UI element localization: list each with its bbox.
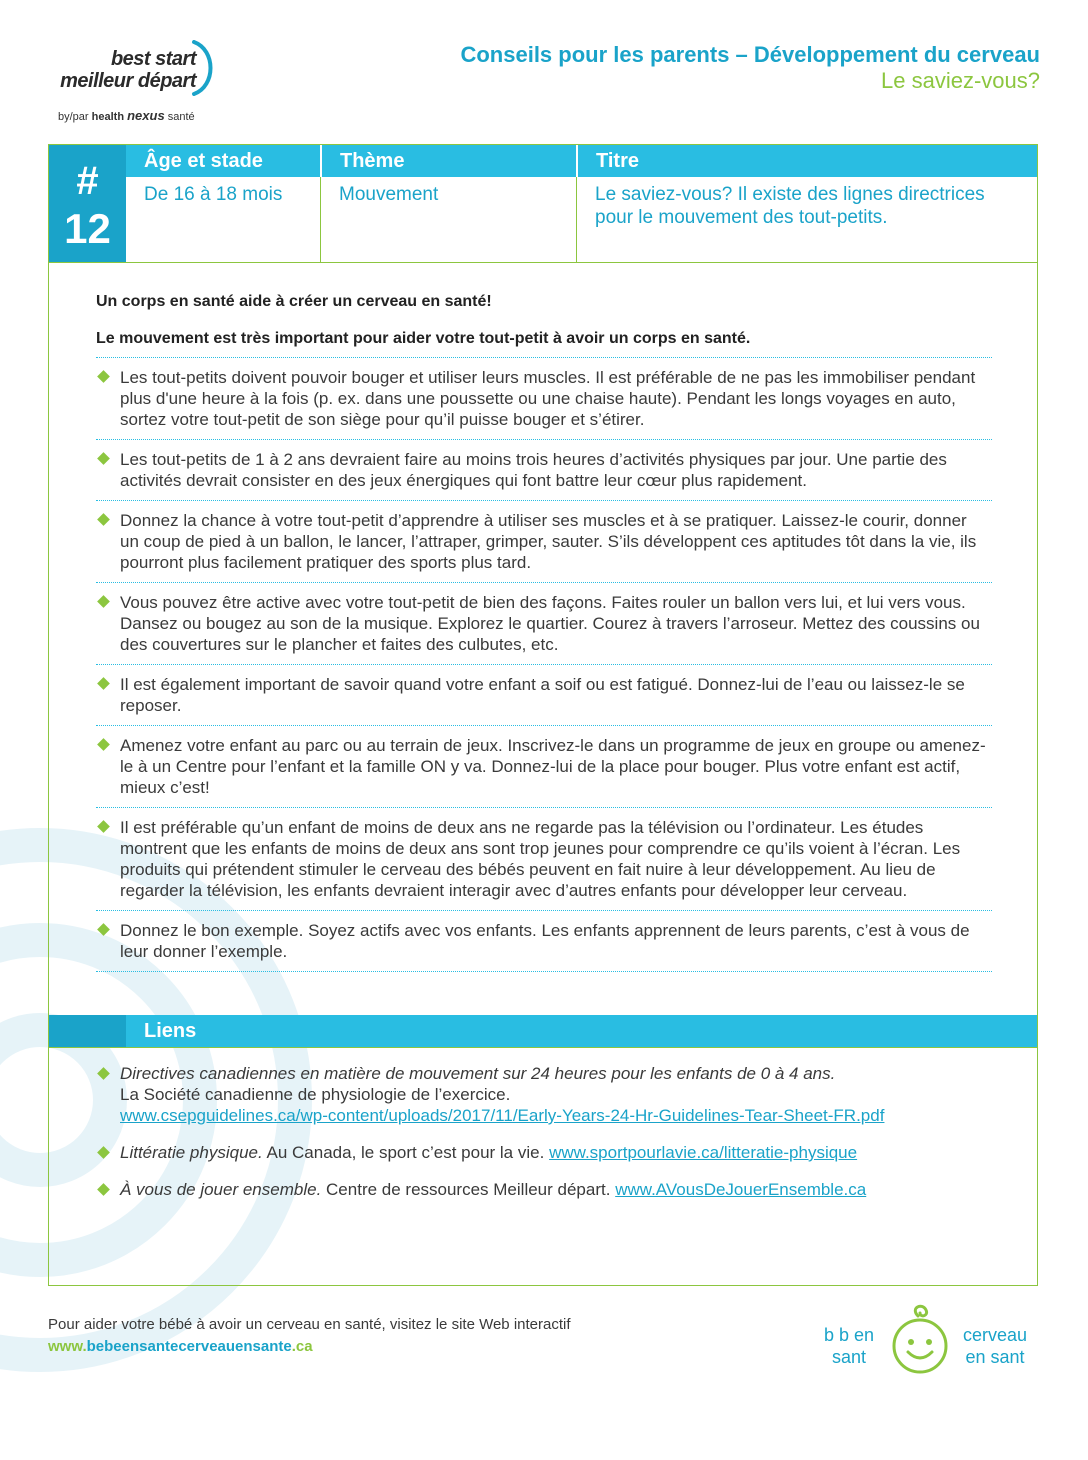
cell-theme: Mouvement — [320, 177, 576, 263]
bullet-diamond-icon — [97, 677, 110, 690]
bullet-diamond-icon — [97, 595, 110, 608]
list-item: Il est préférable qu’un enfant de moins de deux ans ne regarde pas la télévision ou l’ordinateur. Les études montrent que les enfants de moins de deux ans sont trop jeunes pour comprendre ce qu’ils voient à l’écran. Les produits qui prétendent stimuler le cerveau des bébés peuvent en fait nuire à leur développement. Au lieu de regarder la télévision, les enfants devraient interagir avec d’autres enfants pour développer leur cerveau. — [96, 807, 992, 910]
link-item: Directives canadiennes en matière de mouvement sur 24 heures pour les enfants de 0 à 4 ans. La Société canadienne de physiologie de l’exercice. www.csepguidelines.ca/wp-content/uploads/2017/11/Early-Years-24-Hr-Guidelines-Tear-Sheet-FR.pdf — [96, 1063, 996, 1126]
logo-arc-icon — [186, 40, 220, 96]
advice-list — [96, 357, 992, 972]
footer-text: Pour aider votre bébé à avoir un cerveau en santé, visitez le site Web interactif — [48, 1316, 571, 1333]
tip-hash: # — [76, 159, 99, 203]
bullet-diamond-icon — [97, 1067, 110, 1080]
links-header-accent — [49, 1015, 126, 1047]
link-item: Littératie physique. Au Canada, le sport c’est pour la vie. www.sportpourlavie.ca/litteratie-physique — [96, 1142, 996, 1163]
tip-number: 12 — [64, 205, 111, 252]
list-item: Il est également important de savoir quand votre enfant a soif ou est fatigué. Donnez-lui de l’eau ou laissez-le se reposer. — [96, 664, 992, 725]
link-sport-pour-la-vie[interactable]: www.sportpourlavie.ca/litteratie-physique — [549, 1143, 858, 1162]
link-csep-guidelines[interactable]: www.csepguidelines.ca/wp-content/uploads/2017/11/Early-Years-24-Hr-Guidelines-Tear-Sheet-FR.pdf — [120, 1106, 885, 1125]
page-title: Conseils pour les parents – Développement du cerveau — [460, 42, 1040, 67]
logo-line-2: meilleur départ — [60, 70, 196, 92]
best-start-logo — [56, 40, 236, 123]
bullet-diamond-icon — [97, 513, 110, 526]
info-table-header — [126, 145, 1037, 177]
tip-card — [48, 144, 1038, 1286]
footer-logo-left-text: b b en sant — [823, 1325, 875, 1367]
tip-number-badge — [49, 145, 126, 263]
bullet-diamond-icon — [97, 1183, 110, 1196]
links-divider — [49, 1047, 1037, 1048]
smiley-face-icon — [888, 1302, 952, 1376]
bebe-en-sante-logo — [800, 1300, 1040, 1380]
list-item: Vous pouvez être active avec votre tout-petit de bien des façons. Faites rouler un ballon vers lui, et lui vers vous. Dansez ou bougez au son de la musique. Explorez le quartier. Courez à travers l’arroseur. Mettez des coussins ou des couvertures sur le plancher et faites des culbutes, etc. — [96, 582, 992, 664]
bullet-diamond-icon — [97, 738, 110, 751]
list-item: Les tout-petits doivent pouvoir bouger et utiliser leurs muscles. Il est préférable de ne pas les immobiliser pendant plus d'une heure à la fois (p. ex. dans une poussette ou une chaise haute). Pendant les longs voyages en auto, sortez votre tout-petit de son siège pour qu’il puisse bouger et s’étirer. — [96, 357, 992, 439]
column-header-theme: Thème — [320, 145, 576, 177]
logo-byline: by/par health nexus santé — [58, 108, 195, 123]
intro-heading-1: Un corps en santé aide à créer un cerveau en santé! — [96, 293, 492, 310]
bullet-diamond-icon — [97, 1146, 110, 1159]
cell-age: De 16 à 18 mois — [144, 184, 283, 205]
column-header-title: Titre — [576, 145, 1037, 177]
table-divider — [49, 262, 1037, 263]
logo-line-1: best start — [110, 48, 196, 70]
footer-logo-right-text: cerveau en sant — [962, 1325, 1028, 1367]
link-item: À vous de jouer ensemble. Centre de ressources Meilleur départ. www.AVousDeJouerEnsemble.ca — [96, 1179, 996, 1200]
list-item: Donnez la chance à votre tout-petit d’apprendre à utiliser ses muscles et à se pratiquer. Laissez-le courir, donner un coup de pied à un ballon, le lancer, l’attraper, grimper, sauter. S’ils développent ces aptitudes tôt dans la vie, ils pourront plus facilement pratiquer des sports plus tard. — [96, 500, 992, 582]
bullet-diamond-icon — [97, 923, 110, 936]
column-header-age: Âge et stade — [144, 150, 263, 172]
footer-website-link[interactable]: www.bebeensantecerveauensante.ca — [48, 1338, 313, 1355]
list-item: Donnez le bon exemple. Soyez actifs avec vos enfants. Les enfants apprennent de leurs parents, c’est à vous de leur donner l’exemple. — [96, 910, 992, 972]
links-list — [96, 1063, 996, 1216]
link-a-vous-de-jouer[interactable]: www.AVousDeJouerEnsemble.ca — [615, 1180, 867, 1199]
list-item: Les tout-petits de 1 à 2 ans devraient faire au moins trois heures d’activités physiques par jour. Une partie des activités devrait consister en des jeux énergiques qui font battre leur cœur plus rapidement. — [96, 439, 992, 500]
links-section-header — [49, 1015, 1037, 1047]
cell-title: Le saviez-vous? Il existe des lignes directrices pour le mouvement des tout-petits. — [576, 177, 1037, 263]
bullet-diamond-icon — [97, 452, 110, 465]
links-section-title: Liens — [144, 1020, 197, 1042]
page-subtitle: Le saviez-vous? — [881, 68, 1040, 93]
bullet-diamond-icon — [97, 370, 110, 383]
list-item: Amenez votre enfant au parc ou au terrain de jeux. Inscrivez-le dans un programme de jeux en groupe ou amenez-le à un Centre pour l’enfant et la famille ON y va. Donnez-lui de la place pour bouger. Plus votre enfant est actif, mieux c’est! — [96, 725, 992, 807]
intro-heading-2: Le mouvement est très important pour aider votre tout-petit à avoir un corps en santé. — [96, 330, 751, 347]
bullet-diamond-icon — [97, 820, 110, 833]
